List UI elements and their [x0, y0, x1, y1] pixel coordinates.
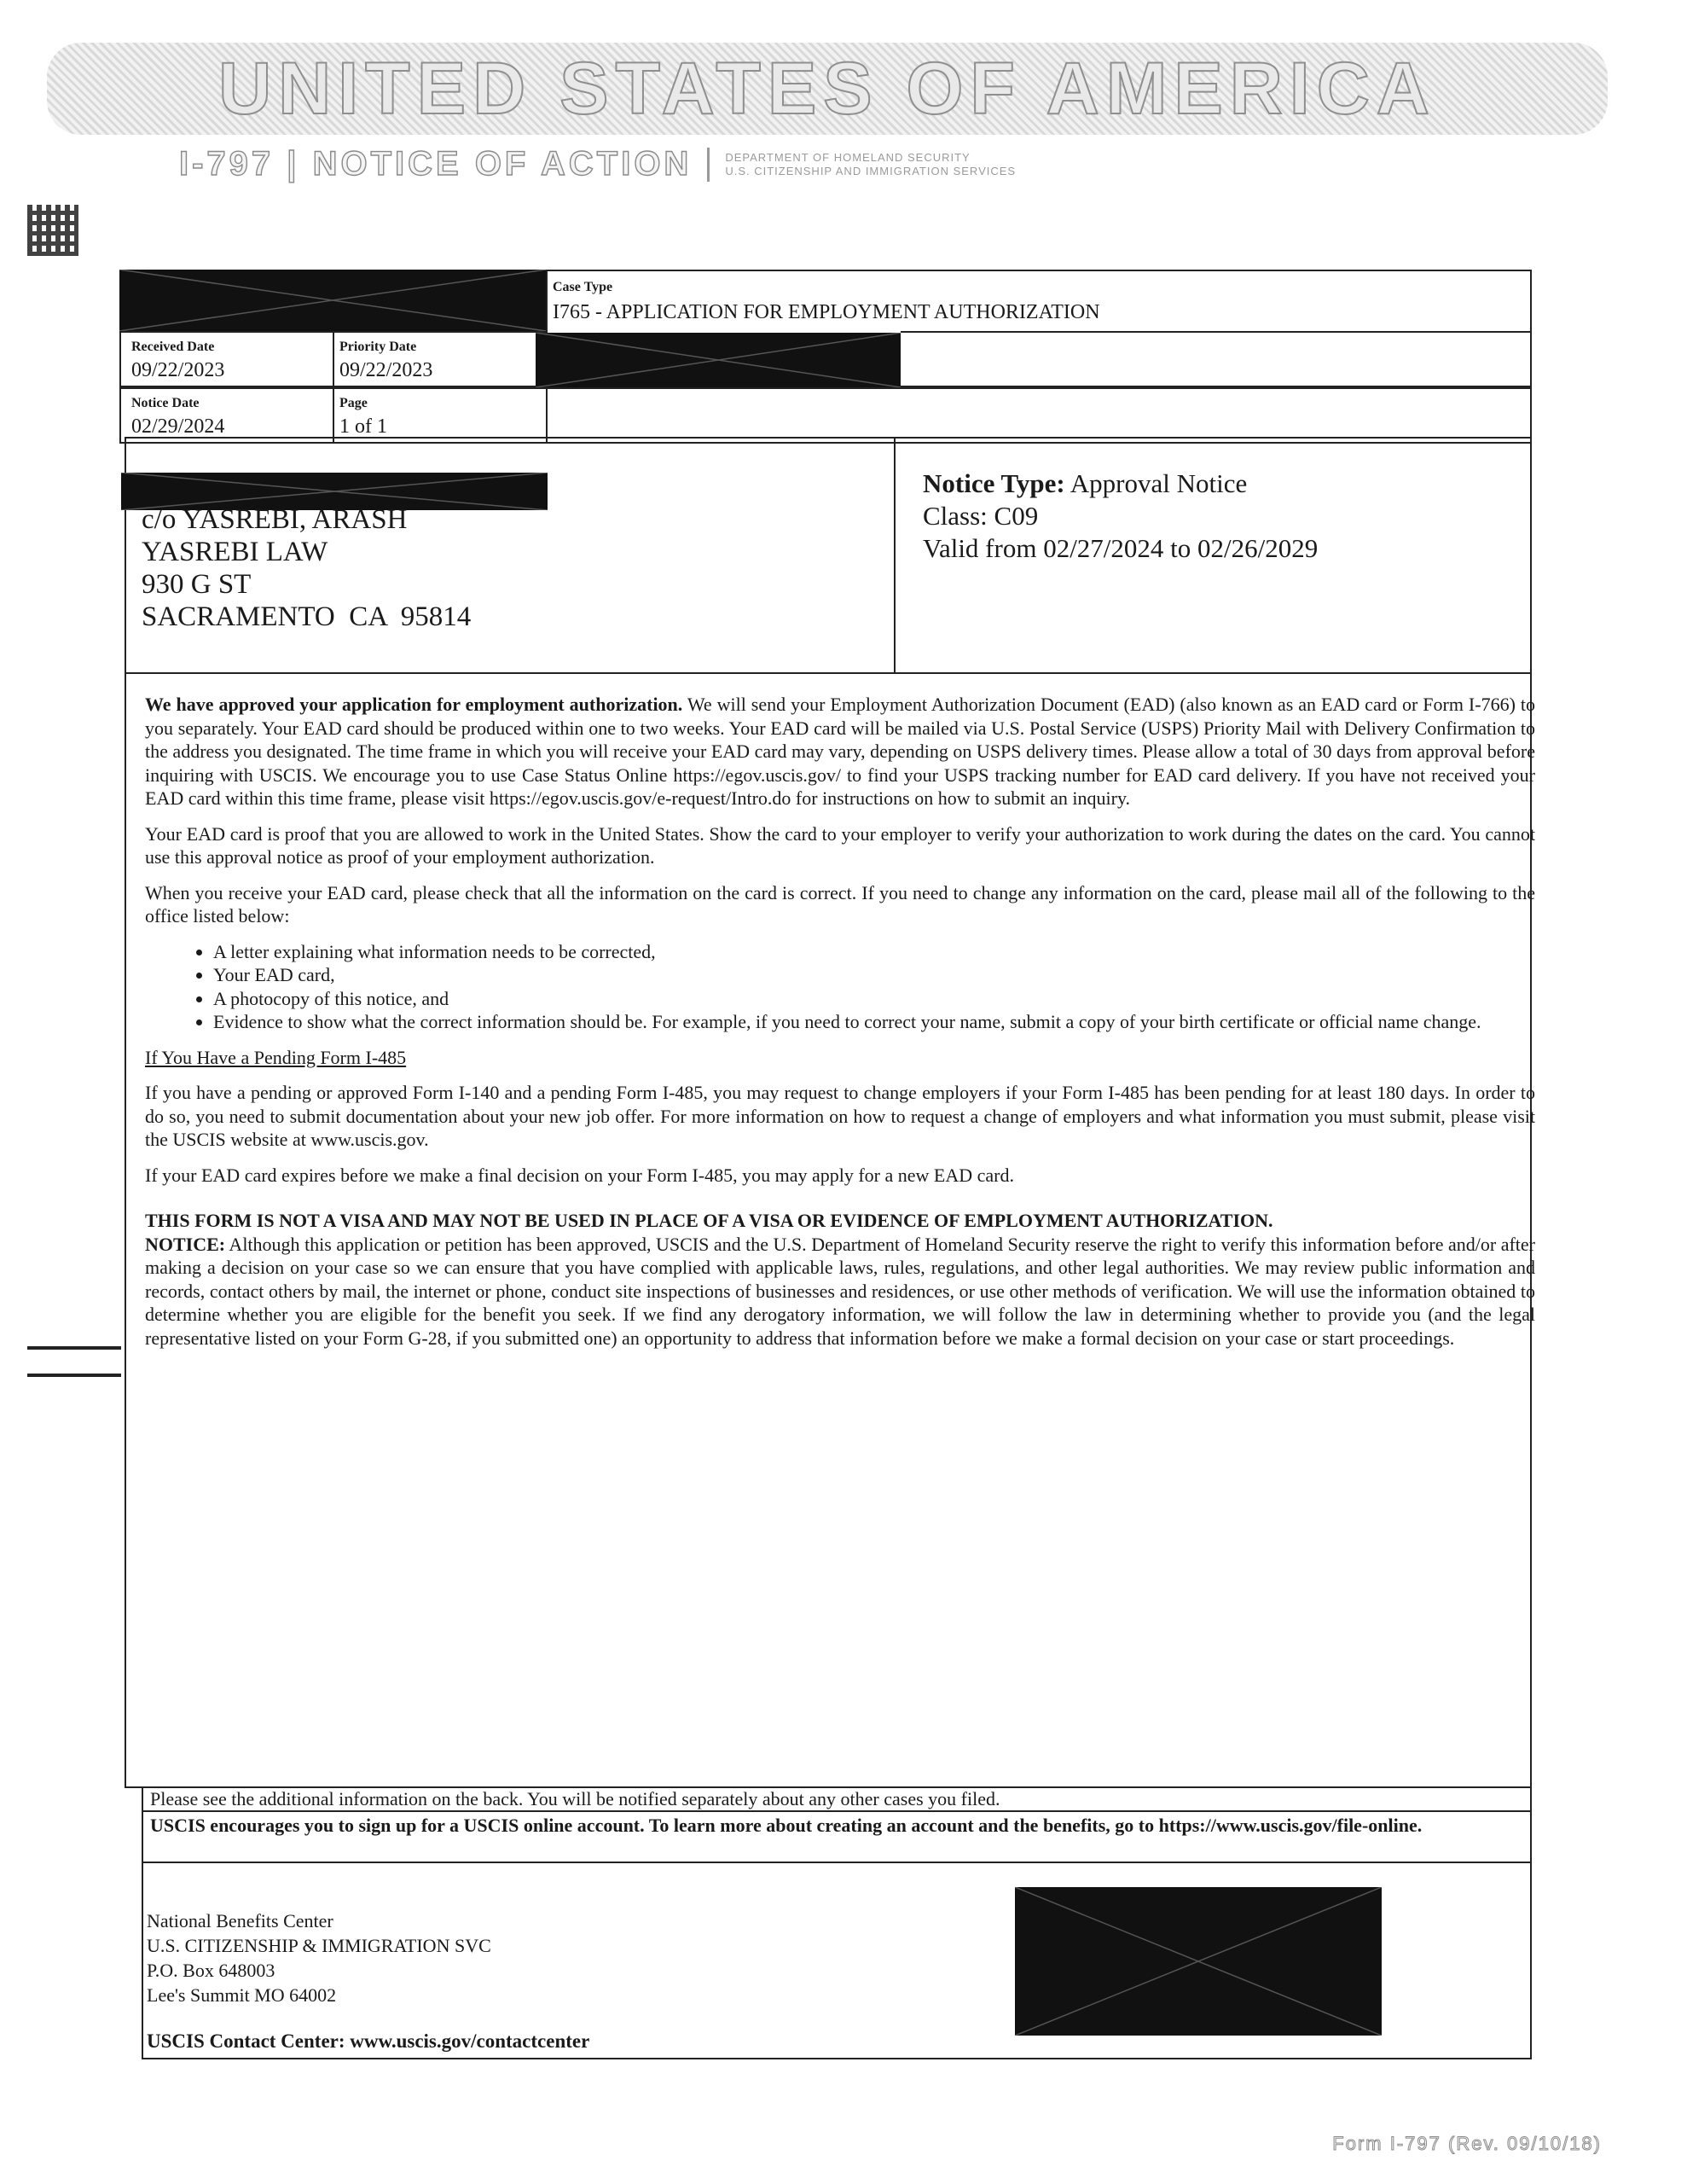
address-line: 930 G ST [142, 569, 252, 600]
margin-mark [27, 1374, 121, 1377]
mailing-address [142, 503, 471, 633]
section-divider [125, 672, 1532, 674]
department-name: DEPARTMENT OF HOMELAND SECURITY U.S. CITIZENSHIP AND IMMIGRATION SERVICES [725, 150, 1017, 177]
page-box [333, 387, 548, 444]
notice-date-label: Notice Date [131, 396, 200, 410]
page-label: Page [339, 396, 368, 410]
received-date-box [119, 331, 334, 387]
paragraph: Your EAD card is proof that you are allowed to work in the United States. Show the card to your employer to verify your authorization to work during the dates on the card. You cannot use this approval notice as proof of your employment authorization. [145, 822, 1535, 868]
back-info-box [142, 1788, 1532, 1812]
address-line: c/o YASREBI, ARASH [142, 504, 408, 535]
contact-center: USCIS Contact Center: www.uscis.gov/contactcenter [147, 2030, 590, 2052]
correction-list [145, 940, 1535, 1034]
notice-type-label: Notice Type: [923, 468, 1065, 498]
form-title: I-797 | NOTICE OF ACTION [179, 145, 693, 183]
paragraph: When you receive your EAD card, please check that all the information on the card is correct. If you need to change any information on the card, please mail all of the following to the office listed below: [145, 881, 1535, 926]
margin-mark [27, 1346, 121, 1350]
back-info-text: Please see the additional information on the back. You will be notified separately about any other cases you filed. [150, 1788, 1000, 1809]
notice-date-value: 02/29/2024 [131, 415, 225, 438]
received-date-label: Received Date [131, 340, 215, 354]
address-line: YASREBI LAW [142, 537, 328, 567]
visa-warning: THIS FORM IS NOT A VISA AND MAY NOT BE USED IN PLACE OF A VISA OR EVIDENCE OF EMPLOYMENT AUTHORIZATION. [145, 1210, 1273, 1231]
redacted-receipt-number [119, 270, 546, 331]
address-line: SACRAMENTO CA 95814 [142, 601, 472, 632]
notice-paragraph: NOTICE: Although this application or petition has been approved, USCIS and the U.S. Department of Homeland Security reserve the right to verify this information before and/or after making a decision on your case so we can ensure that you have complied with applicable laws, rules, regulations, and other legal authorities. We may review public information and records, contact others by mail, the internet or phone, conduct site inspections of businesses and residences, or use other methods of verification. We will use the information obtained to determine whether you are eligible for the benefit you seek. If we find any derogatory information, we will follow the law in determining whether to provide you (and the legal representative listed on your Form G-28, if you submitted one) an opportunity to address that information before we make a formal decision on your case or start proceedings. [145, 1233, 1535, 1349]
address-divider [894, 437, 896, 674]
case-type-value: I765 - APPLICATION FOR EMPLOYMENT AUTHORIZATION [553, 301, 1100, 323]
paragraph: If you have a pending or approved Form I-140 and a pending Form I-485, you may request to change employers if your Form I-485 has been pending for at least 180 days. In order to do so, you need to submit documentation about your new job offer. For more information on how to request a change of employers and what information you must submit, please visit the USCIS website at www.uscis.gov. [145, 1082, 1535, 1150]
page-value: 1 of 1 [339, 415, 387, 438]
notice-date-box [119, 387, 334, 444]
blank-cell [901, 331, 1532, 387]
redacted-signature [1015, 1887, 1382, 2036]
notice-info [923, 468, 1318, 565]
list-item: • Your EAD card, [213, 963, 1535, 987]
online-account-box [142, 1812, 1532, 1863]
list-item: • Evidence to show what the correct information should be. For example, if you need to correct your name, submit a copy of your birth certificate or official name change. [213, 1010, 1535, 1034]
case-type-box [546, 270, 1532, 331]
received-date-value: 09/22/2023 [131, 359, 225, 381]
notice-class: Class: C09 [923, 501, 1039, 531]
paragraph: If your EAD card expires before we make a final decision on your Form I-485, you may apply for a new EAD card. [145, 1164, 1014, 1186]
list-item: • A photocopy of this notice, and [213, 987, 1535, 1011]
subhead-divider [707, 148, 710, 182]
paragraph: We have approved your application for employment authorization. We will send your Employment Authorization Document (EAD) (also known as an EAD card or Form I-766) to you separately. Your EAD card should be produced within one to two weeks. Your EAD card will be mailed via U.S. Postal Service (USPS) Priority Mail with Delivery Confirmation to the address you designated. The time frame in which you will receive your EAD card may vary, depending on USPS delivery times. Please allow a total of 30 days from approval before inquiring with USCIS. We encourage you to use Case Status Online https://egov.uscis.gov/ to find your USPS tracking number for EAD card delivery. If you have not received your EAD card within this time frame, please visit https://egov.uscis.gov/e-request/Intro.do for instructions on how to submit an inquiry. [145, 694, 1535, 809]
case-type-label: Case Type [553, 280, 613, 294]
form-revision: Form I-797 (Rev. 09/10/18) [1332, 2133, 1602, 2154]
redacted-field [536, 333, 901, 387]
priority-date-value: 09/22/2023 [339, 359, 433, 381]
header-banner [47, 43, 1608, 135]
notice-type-value: Approval Notice [1070, 468, 1248, 498]
banner-title: UNITED STATES OF AMERICA [218, 47, 1436, 130]
barcode-icon [27, 205, 78, 256]
service-center-address: National Benefits Center U.S. CITIZENSHIP & IMMIGRATION SVC P.O. Box 648003 Lee's Summit MO 64002 [147, 1910, 491, 2006]
section-heading: If You Have a Pending Form I-485 [145, 1046, 407, 1068]
priority-date-box [333, 331, 548, 387]
priority-date-label: Priority Date [339, 340, 417, 354]
form-subheader [179, 145, 1016, 183]
blank-cell [546, 387, 1532, 444]
online-account-text: USCIS encourages you to sign up for a USCIS online account. To learn more about creating an account and the benefits, go to https://www.uscis.gov/file-online. [150, 1815, 1423, 1836]
list-item: • A letter explaining what information needs to be corrected, [213, 940, 1535, 964]
notice-validity: Valid from 02/27/2024 to 02/26/2029 [923, 533, 1319, 563]
notice-body [145, 693, 1535, 1362]
